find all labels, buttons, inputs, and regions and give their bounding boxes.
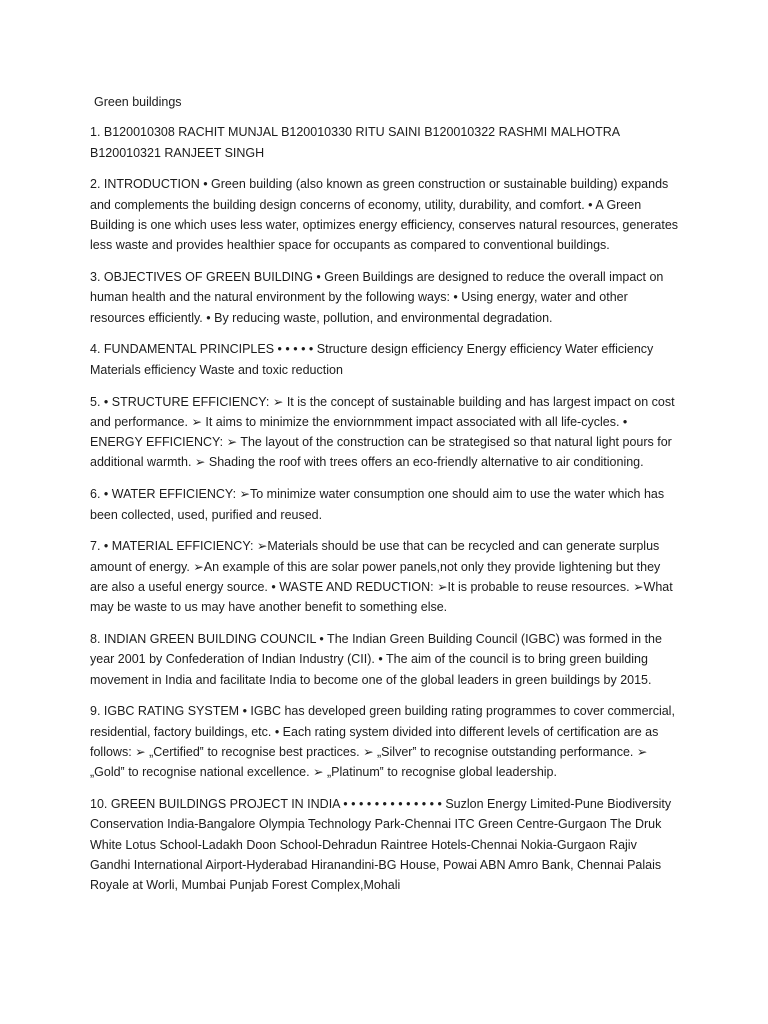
paragraph-objectives: 3. OBJECTIVES OF GREEN BUILDING • Green Buildings are designed to reduce the overall impact on human health and the natural environment by the following ways: • Using energy, water and other resources efficiently. • By reducing waste, pollution, and environmental degradation.: [90, 270, 664, 325]
paragraph-introduction: 2. INTRODUCTION • Green building (also known as green construction or sustainable building) expands and complements the building design concerns of economy, utility, durability, and comfort. • A Green Building is one which uses less water, optimizes energy efficiency, conserves natural resources, generates less waste and provides healthier space for occupants as compared to conventional buildings.: [90, 177, 679, 253]
paragraph-structure-energy-efficiency: 5. • STRUCTURE EFFICIENCY: ➢ It is the concept of sustainable building and has largest impact on cost and performance. ➢ It aims to minimize the enviornmment impact associated with all life-cycles. • ENERGY EFFICIENCY: ➢ The layout of the construction can be strategised so that natural light pours for additional warmth. ➢ Shading the roof with trees offers an eco-friendly alternative to air conditioning.: [90, 394, 675, 470]
paragraph-authors: 1. B120010308 RACHIT MUNJAL B120010330 RITU SAINI B120010322 RASHMI MALHOTRA B120010321 RANJEET SINGH: [90, 125, 620, 160]
paragraph-material-efficiency: 7. • MATERIAL EFFICIENCY: ➢Materials should be use that can be recycled and can generate surplus amount of energy. ➢An example of this are solar power panels,not only they provide lightening but they are also a useful energy source. • WASTE AND REDUCTION: ➢It is probable to reuse resources. ➢What may be waste to us may have another benefit to something else.: [90, 539, 673, 615]
document-title: Green buildings: [94, 95, 182, 109]
document-page: [90, 92, 680, 907]
paragraph-projects-in-india: 10. GREEN BUILDINGS PROJECT IN INDIA • • • • • • • • • • • • • Suzlon Energy Limited-Pune Biodiversity Conservation India-Bangalore Olympia Technology Park-Chennai ITC Green Centre-Gurgaon The Druk White Lotus School-Ladakh Doon School-Dehradun Raintree Hotels-Chennai Nokia-Gurgaon Rajiv Gandhi International Airport-Hyderabad Hiranandini-BG House, Powai ABN Amro Bank, Chennai Palais Royale at Worli, Mumbai Punjab Forest Complex,Mohali: [90, 797, 672, 893]
paragraph-fundamental-principles: 4. FUNDAMENTAL PRINCIPLES • • • • • Structure design efficiency Energy efficiency Water efficiency Materials efficiency Waste and toxic reduction: [90, 342, 654, 377]
paragraph-igbc-rating: 9. IGBC RATING SYSTEM • IGBC has developed green building rating programmes to cover commercial, residential, factory buildings, etc. • Each rating system divided into different levels of certification are as follows: ➢ „Certified‟ to recognise best practices. ➢ „Silver‟ to recognise outstanding performance. ➢ „Gold‟ to recognise national excellence. ➢ „Platinum‟ to recognise global leadership.: [90, 704, 675, 780]
paragraph-igbc-council: 8. INDIAN GREEN BUILDING COUNCIL • The Indian Green Building Council (IGBC) was formed in the year 2001 by Confederation of Indian Industry (CII). • The aim of the council is to bring green building movement in India and facilitate India to become one of the global leaders in green buildings by 2015.: [90, 632, 662, 687]
paragraph-water-efficiency: 6. • WATER EFFICIENCY: ➢To minimize water consumption one should aim to use the water which has been collected, used, purified and reused.: [90, 487, 665, 522]
